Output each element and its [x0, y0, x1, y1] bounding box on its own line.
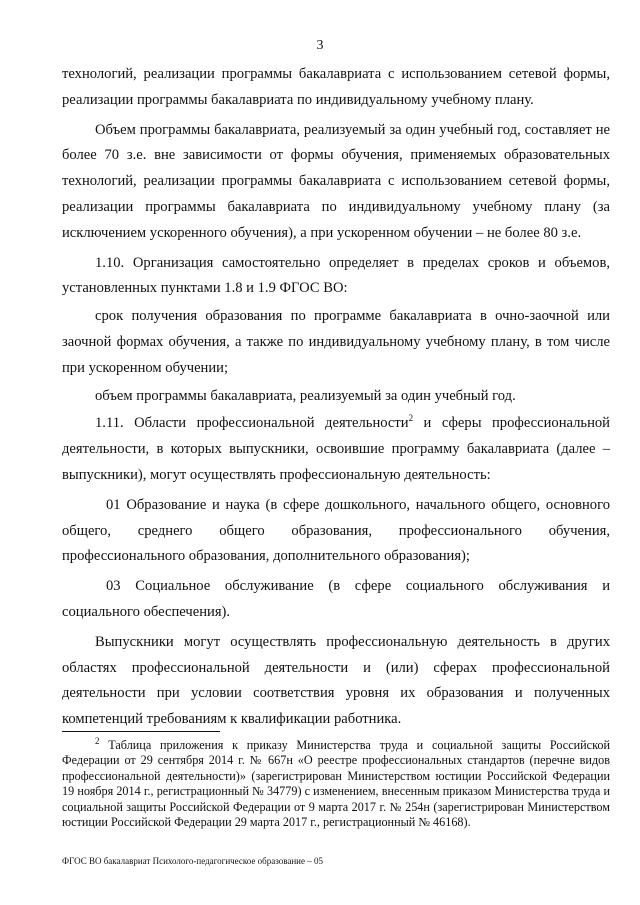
paragraph-program-volume: Объем программы бакалавриата, реализуемый за один учебный год, составляет не более 70 з.е. вне зависимости от формы обучения, применяемых образовательных технологий, реализации программы бакалавриата с использованием сетевой формы, реализации программы бакалавриата по индивидуальному учебному плану (за исключением ускоренного обучения), а при ускоренном обучении – не более 80 з.е. — [62, 121, 610, 241]
paragraph-annual-volume: объем программы бакалавриата, реализуемый за один учебный год. — [95, 387, 516, 404]
paragraph-graduates: Выпускники могут осуществлять профессиональную деятельность в других областях профессиональной деятельности и (или) сферах профессиональной деятельности при условии соответствия уровня их образования и полученных компетенций требованиям к квалификации работника. — [62, 633, 610, 728]
paragraph-1-11-end: и сферы профессиональной деятельности, в которых выпускники, освоившие программу бакалавриата (далее – выпускники), могут осуществлять профессиональную деятельность: — [62, 415, 610, 483]
paragraph-area-01: 01 Образование и наука (в сфере дошкольного, начального общего, основного общего, среднего общего образования, профессионального обучения, профессионального образования, дополнительного образования); — [62, 496, 610, 565]
paragraph-area-03: 03 Социальное обслуживание (в сфере социального обслуживания и социального обеспечения). — [62, 578, 610, 620]
paragraph-1-10: 1.10. Организация самостоятельно определяет в пределах сроков и объемов, установленных пунктами 1.8 и 1.9 ФГОС ВО: — [62, 254, 610, 297]
paragraph-1-11-start: 1.11. Области профессиональной деятельности — [95, 415, 409, 432]
footnote-marker: 2 — [95, 735, 100, 746]
paragraph-study-duration: срок получения образования по программе бакалавриата в очно-заочной или заочной формах обучения, а также по индивидуальному учебному плану, в том числе при ускоренном обучении; — [62, 308, 610, 376]
page-number: 3 — [316, 38, 324, 53]
footnote-separator — [62, 731, 220, 732]
footnote — [62, 735, 610, 830]
paragraph-continuation: технологий, реализации программы бакалавриата с использованием сетевой формы, реализации программы бакалавриата по индивидуальному учебному плану. — [62, 66, 610, 108]
document-body — [62, 62, 610, 735]
footnote-text: Таблица приложения к приказу Министерства труда и социальной защиты Российской Федерации от 29 сентября 2014 г. № 667н «О реестре профессиональных стандартов (перечне видов профессиональной деятельности)» (зарегистрирован Министерством юстиции Российской Федерации 19 ноября 2014 г., регистрационный № 34779) с изменением, внесенным приказом Министерства труда и социальной защиты Российской Федерации от 9 марта 2017 г. № 254н (зарегистрирован Министерством юстиции Российской Федерации 29 марта 2017 г., регистрационный № 46168). — [62, 738, 610, 830]
page-footer: ФГОС ВО бакалавриат Психолого-педагогическое образование – 05 — [62, 856, 323, 866]
footnote-reference: 2 — [408, 413, 414, 424]
paragraph-1-11 — [62, 411, 610, 488]
